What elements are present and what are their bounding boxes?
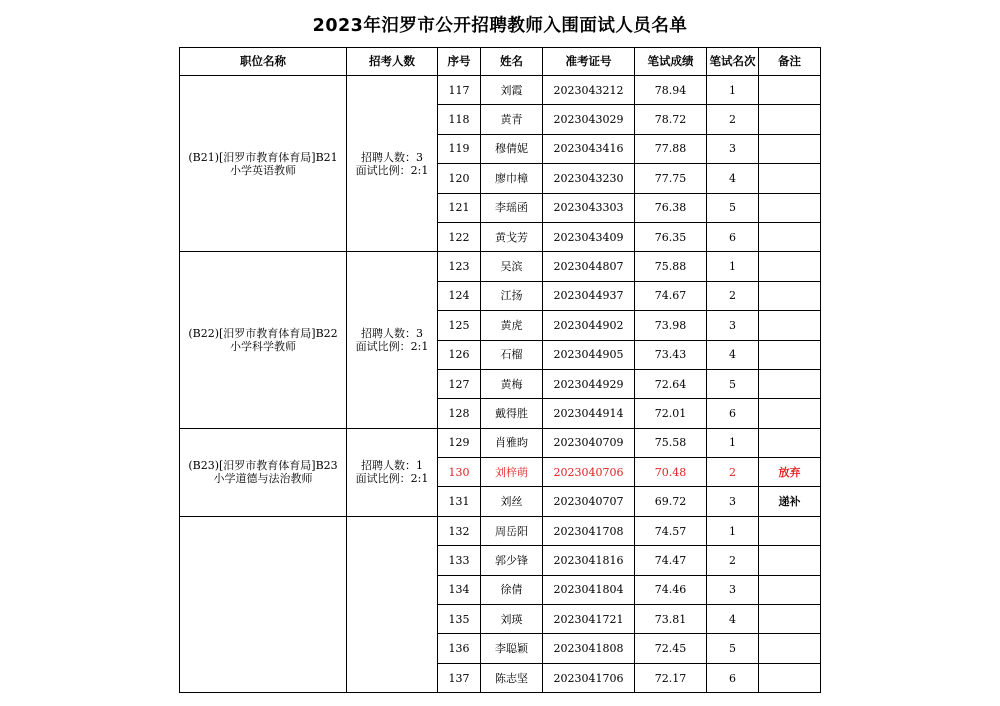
exam-no-cell: 2023040707: [543, 487, 635, 516]
recruit-line: 面试比例：2:1: [355, 163, 429, 177]
score-cell: 75.58: [635, 428, 707, 457]
table-row: [180, 428, 821, 457]
rank-cell: 1: [707, 252, 759, 281]
note-cell: [759, 605, 821, 634]
page-title: 2023年汨罗市公开招聘教师入围面试人员名单: [312, 16, 688, 36]
name-cell: 刘丝: [481, 487, 543, 516]
rank-cell: 5: [707, 369, 759, 398]
position-cell: [180, 76, 347, 252]
score-cell: 77.75: [635, 164, 707, 193]
note-cell: [759, 340, 821, 369]
score-cell: 74.47: [635, 546, 707, 575]
name-cell: 肖雅昀: [481, 428, 543, 457]
exam-no-cell: 2023043230: [543, 164, 635, 193]
score-cell: 77.88: [635, 134, 707, 163]
note-cell: [759, 222, 821, 251]
score-cell: 74.57: [635, 516, 707, 545]
note-cell: [759, 311, 821, 340]
exam-no-cell: 2023043416: [543, 134, 635, 163]
seq-cell: 137: [438, 663, 481, 692]
name-cell: 黄青: [481, 105, 543, 134]
table-row: [180, 252, 821, 281]
recruit-line: 面试比例：2:1: [355, 340, 429, 354]
table-row: [180, 516, 821, 545]
rank-cell: 1: [707, 428, 759, 457]
table-row: [180, 76, 821, 105]
note-cell: [759, 428, 821, 457]
exam-no-cell: 2023040706: [543, 458, 635, 487]
exam-no-cell: 2023044905: [543, 340, 635, 369]
seq-cell: 134: [438, 575, 481, 604]
exam-no-cell: 2023044807: [543, 252, 635, 281]
note-cell: 放弃: [759, 458, 821, 487]
rank-cell: 2: [707, 105, 759, 134]
note-cell: [759, 516, 821, 545]
exam-no-cell: 2023040709: [543, 428, 635, 457]
name-cell: 李聪颖: [481, 634, 543, 663]
seq-cell: 117: [438, 76, 481, 105]
exam-no-cell: 2023041721: [543, 605, 635, 634]
header-recruit: 招考人数: [347, 48, 438, 76]
note-cell: [759, 546, 821, 575]
score-cell: 73.98: [635, 311, 707, 340]
exam-no-cell: 2023044937: [543, 281, 635, 310]
recruit-cell: [347, 252, 438, 428]
position-line: 小学科学教师: [230, 340, 296, 354]
header-seq: 序号: [438, 48, 481, 76]
seq-cell: 131: [438, 487, 481, 516]
note-cell: [759, 164, 821, 193]
exam-no-cell: 2023043303: [543, 193, 635, 222]
rank-cell: 5: [707, 193, 759, 222]
note-cell: [759, 281, 821, 310]
score-cell: 69.72: [635, 487, 707, 516]
score-cell: 76.35: [635, 222, 707, 251]
rank-cell: 1: [707, 516, 759, 545]
rank-cell: 6: [707, 399, 759, 428]
exam-no-cell: 2023041808: [543, 634, 635, 663]
header-exam-no: 准考证号: [543, 48, 635, 76]
seq-cell: 128: [438, 399, 481, 428]
name-cell: 郭少锋: [481, 546, 543, 575]
name-cell: 戴得胜: [481, 399, 543, 428]
header-name: 姓名: [481, 48, 543, 76]
position-line: (B22)[汨罗市教育体育局]B22: [188, 327, 338, 341]
score-cell: 78.72: [635, 105, 707, 134]
name-cell: 陈志坚: [481, 663, 543, 692]
name-cell: 江扬: [481, 281, 543, 310]
rank-cell: 3: [707, 134, 759, 163]
position-cell: [180, 428, 347, 516]
position-cell: [180, 252, 347, 428]
score-cell: 76.38: [635, 193, 707, 222]
rank-cell: 6: [707, 222, 759, 251]
seq-cell: 136: [438, 634, 481, 663]
exam-no-cell: 2023044914: [543, 399, 635, 428]
note-cell: [759, 252, 821, 281]
seq-cell: 125: [438, 311, 481, 340]
rank-cell: 5: [707, 634, 759, 663]
rank-cell: 4: [707, 164, 759, 193]
header-score: 笔试成绩: [635, 48, 707, 76]
position-line: (B21)[汨罗市教育体育局]B21: [188, 150, 338, 164]
recruit-cell: [347, 76, 438, 252]
name-cell: 刘霞: [481, 76, 543, 105]
exam-no-cell: 2023041804: [543, 575, 635, 604]
name-cell: 黄虎: [481, 311, 543, 340]
name-cell: 徐倩: [481, 575, 543, 604]
note-cell: [759, 399, 821, 428]
name-cell: 刘瑛: [481, 605, 543, 634]
score-cell: 75.88: [635, 252, 707, 281]
score-cell: 73.81: [635, 605, 707, 634]
note-cell: [759, 369, 821, 398]
rank-cell: 3: [707, 487, 759, 516]
seq-cell: 133: [438, 546, 481, 575]
score-cell: 72.45: [635, 634, 707, 663]
header-note: 备注: [759, 48, 821, 76]
seq-cell: 124: [438, 281, 481, 310]
exam-no-cell: 2023043409: [543, 222, 635, 251]
name-cell: 石榴: [481, 340, 543, 369]
score-cell: 78.94: [635, 76, 707, 105]
recruit-cell: [347, 516, 438, 692]
exam-no-cell: 2023041708: [543, 516, 635, 545]
recruit-line: 招聘人数：1: [361, 459, 423, 473]
position-line: 小学英语教师: [230, 163, 296, 177]
score-cell: 72.01: [635, 399, 707, 428]
rank-cell: 1: [707, 76, 759, 105]
note-cell: [759, 663, 821, 692]
rank-cell: 3: [707, 311, 759, 340]
position-line: (B23)[汨罗市教育体育局]B23: [188, 459, 338, 473]
rank-cell: 2: [707, 546, 759, 575]
name-cell: 廖巾樟: [481, 164, 543, 193]
score-cell: 74.46: [635, 575, 707, 604]
note-cell: [759, 76, 821, 105]
name-cell: 黄戈芳: [481, 222, 543, 251]
note-cell: [759, 105, 821, 134]
rank-cell: 3: [707, 575, 759, 604]
name-cell: 黄梅: [481, 369, 543, 398]
name-cell: 李瑶函: [481, 193, 543, 222]
exam-no-cell: 2023044929: [543, 369, 635, 398]
seq-cell: 126: [438, 340, 481, 369]
note-cell: [759, 634, 821, 663]
rank-cell: 2: [707, 458, 759, 487]
name-cell: 周岳阳: [481, 516, 543, 545]
score-cell: 73.43: [635, 340, 707, 369]
position-cell: [180, 516, 347, 692]
score-cell: 72.64: [635, 369, 707, 398]
rank-cell: 4: [707, 605, 759, 634]
seq-cell: 121: [438, 193, 481, 222]
seq-cell: 129: [438, 428, 481, 457]
recruit-line: 面试比例：2:1: [355, 472, 429, 486]
seq-cell: 119: [438, 134, 481, 163]
score-cell: 72.17: [635, 663, 707, 692]
position-line: 小学道德与法治教师: [213, 472, 313, 486]
name-cell: 刘梓萌: [481, 458, 543, 487]
note-cell: [759, 193, 821, 222]
seq-cell: 120: [438, 164, 481, 193]
recruit-cell: [347, 428, 438, 516]
exam-no-cell: 2023043029: [543, 105, 635, 134]
score-cell: 74.67: [635, 281, 707, 310]
seq-cell: 127: [438, 369, 481, 398]
exam-no-cell: 2023041706: [543, 663, 635, 692]
header-row: [180, 48, 821, 76]
exam-no-cell: 2023044902: [543, 311, 635, 340]
seq-cell: 135: [438, 605, 481, 634]
recruit-line: 招聘人数：3: [361, 150, 423, 164]
seq-cell: 132: [438, 516, 481, 545]
name-cell: 穆倩妮: [481, 134, 543, 163]
header-position: 职位名称: [180, 48, 347, 76]
note-cell: [759, 134, 821, 163]
seq-cell: 122: [438, 222, 481, 251]
rank-cell: 2: [707, 281, 759, 310]
interview-roster-table: [179, 47, 821, 693]
seq-cell: 118: [438, 105, 481, 134]
note-cell: 递补: [759, 487, 821, 516]
header-rank: 笔试名次: [707, 48, 759, 76]
name-cell: 吴滨: [481, 252, 543, 281]
score-cell: 70.48: [635, 458, 707, 487]
recruit-line: 招聘人数：3: [361, 327, 423, 341]
rank-cell: 4: [707, 340, 759, 369]
exam-no-cell: 2023043212: [543, 76, 635, 105]
rank-cell: 6: [707, 663, 759, 692]
seq-cell: 130: [438, 458, 481, 487]
note-cell: [759, 575, 821, 604]
seq-cell: 123: [438, 252, 481, 281]
exam-no-cell: 2023041816: [543, 546, 635, 575]
